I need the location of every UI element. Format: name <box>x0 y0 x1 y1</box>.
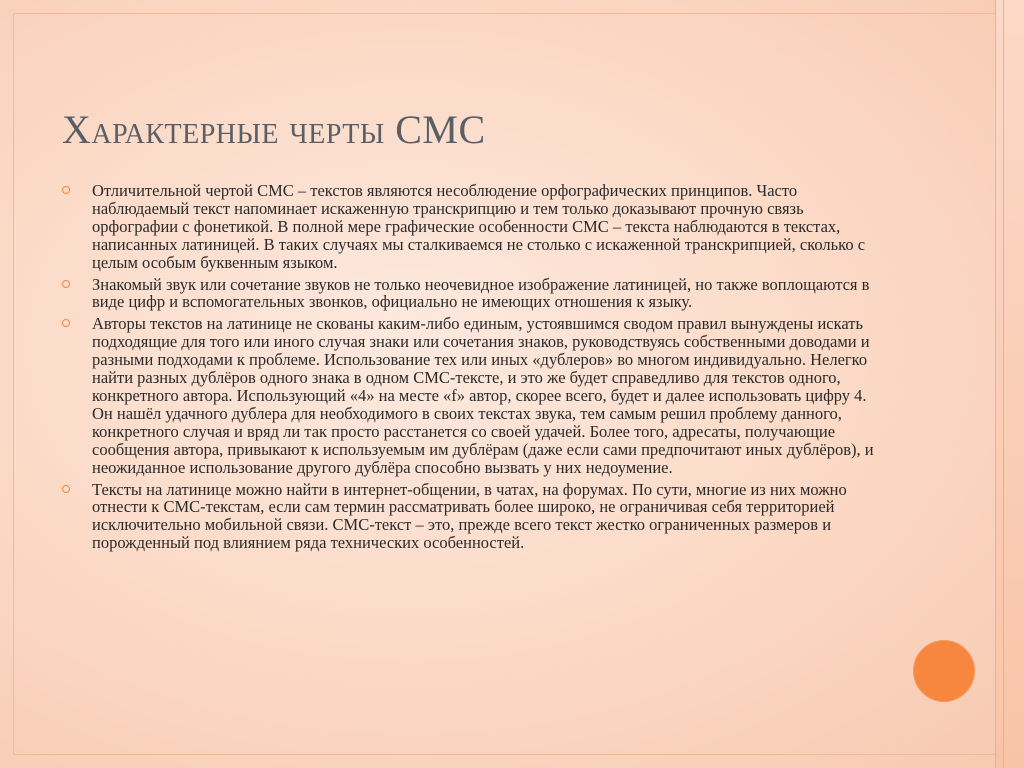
bullet-text: Знакомый звук или сочетание звуков не только неочевидное изображение латиницей, но также воплощаются в виде цифр и вспомогательных звонков, официально не имеющих отношения к языку. <box>92 274 870 312</box>
bullet-item <box>62 315 882 476</box>
side-decoration-line <box>1003 0 1004 768</box>
decorative-orange-circle <box>913 640 975 702</box>
side-decoration-strip <box>995 0 1024 768</box>
bullet-text: Тексты на латинице можно найти в интернет-общении, в чатах, на форумах. По сути, многие из них можно отнести к СМС-текстам, если сам термин рассматривать более широко, не ограничивая себя территорией исключительно мобильной связи. СМС-текст – это, прежде всего текст жестко ограниченных размеров и порожденный под влиянием ряда технических особенностей. <box>92 479 847 553</box>
bullet-text: Отличительной чертой СМС – текстов являются несоблюдение орфографических принципов. Часто наблюдаемый текст напоминает искаженную транскрипцию и тем только доказывают прочную связь орфографии с фонетикой. В полной мере графические особенности СМС – текста наблюдаются в текстах, написанных латиницей. В таких случаях мы сталкиваемся не столько с искаженной транскрипцией, сколько с целым особым буквенным языком. <box>92 181 866 272</box>
bullet-text: Авторы текстов на латинице не скованы каким-либо единым, устоявшимся сводом правил вынуждены искать подходящие для того или иного случая знаки или сочетания знаков, руководствуясь собственными доводами и разными подходами к проблеме. Использование тех или иных «дублеров» во многом индивидуально. Нелегко найти разных дублёров одного знака в одном СМС-тексте, и это же будет справедливо для текстов одного, конкретного автора. Использующий «4» на месте «f» автор, скорее всего, будет и далее использовать цифру 4. Он нашёл удачного дублера для необходимого в своих текстах звука, тем самым решил проблему данного, конкретного случая и вряд ли так просто расстанется со своей удачей. Более того, адресаты, получающие сообщения автора, привыкают к используемым им дублёрам (даже если сами предпочитают иных дублёров), и неожиданное использование другого дублёра способно вызвать у них недоумение. <box>92 314 874 477</box>
bullet-circle-icon <box>62 280 70 288</box>
bullet-circle-icon <box>62 319 70 327</box>
bullet-item <box>62 182 882 272</box>
slide-title: Характерные черты СМС <box>62 107 486 152</box>
bullet-item <box>62 481 882 553</box>
bullet-list <box>62 182 882 556</box>
bullet-item <box>62 276 882 312</box>
bullet-circle-icon <box>62 485 70 493</box>
bullet-circle-icon <box>62 186 70 194</box>
